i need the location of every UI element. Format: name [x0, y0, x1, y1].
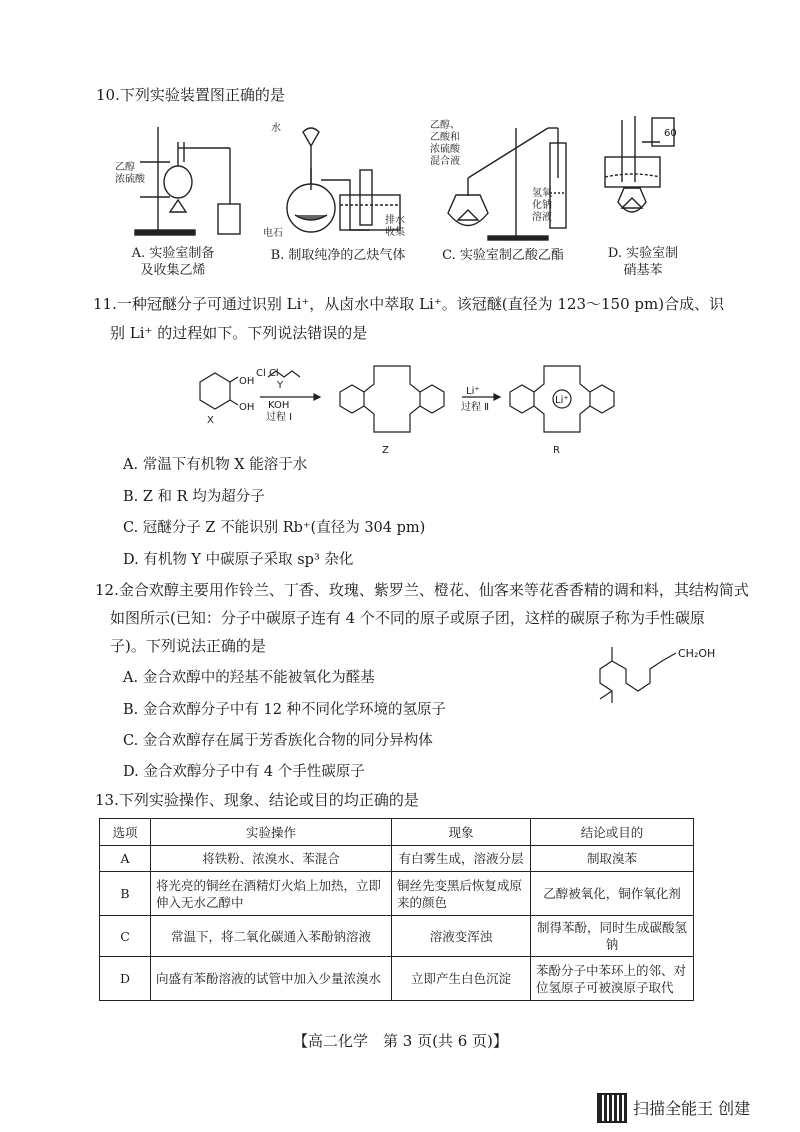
- q12-stem-line2: 如图所示(已知：分子中碳原子连有 4 个不同的原子或原子团，这样的碳原子称为手性碳原: [110, 609, 705, 627]
- label-c-sol1: 氢氧: [532, 188, 552, 199]
- label-r: R: [553, 445, 560, 456]
- label-b-collect2: 收集: [385, 227, 405, 238]
- label-reagent-cl: Cl Cl: [256, 368, 279, 379]
- label-x-oh2: OH: [239, 402, 255, 413]
- table-row: C 常温下，将二氧化碳通入苯酚钠溶液 溶液变浑浊 制得苯酚，同时生成碳酸氢钠: [100, 916, 694, 957]
- q12-stem-line3: 子)。下列说法正确的是: [110, 637, 266, 655]
- label-step1: 过程 Ⅰ: [266, 412, 293, 423]
- q11-stem-line1: 11.一种冠醚分子可通过识别 Li⁺，从卤水中萃取 Li⁺。该冠醚(直径为 123～150 pm)合成、识: [93, 295, 725, 313]
- q11-option-b: B. Z 和 R 均为超分子: [123, 489, 265, 505]
- label-z: Z: [382, 445, 389, 456]
- q11-stem-line2: 别 Li⁺ 的过程如下。下列说法错误的是: [110, 324, 368, 342]
- label-c-sol2: 化钠: [532, 200, 552, 211]
- label-a-ethanol: 乙醇: [115, 162, 135, 173]
- label-c-sol3: 溶液: [532, 212, 552, 223]
- q10-option-b: B. 制取纯净的乙炔气体: [270, 248, 406, 263]
- label-a-sulfuric: 浓硫酸: [115, 174, 145, 185]
- qr-code-icon: [597, 1093, 627, 1123]
- q12-stem-line1: 12.金合欢醇主要用作铃兰、丁香、玫瑰、紫罗兰、橙花、仙客来等花香香精的调和料，其结构简式: [95, 581, 749, 599]
- table-row: D 向盛有苯酚溶液的试管中加入少量浓溴水 立即产生白色沉淀 苯酚分子中苯环上的邻、对位氢原子可被溴原子取代: [100, 957, 694, 1001]
- q10-option-c: C. 实验室制乙酸乙酯: [442, 248, 564, 263]
- label-x-oh1: OH: [239, 376, 255, 387]
- label-b-collect1: 排水: [385, 215, 405, 226]
- q10-option-a: A. 实验室制备 及收集乙烯: [131, 246, 215, 278]
- scanner-watermark: 扫描全能王 创建: [633, 1099, 751, 1118]
- table-row: A 将铁粉、浓溴水、苯混合 有白雾生成，溶液分层 制取溴苯: [100, 846, 694, 872]
- label-x: X: [207, 415, 214, 426]
- label-li: Li⁺: [466, 386, 480, 397]
- q13-table: [99, 818, 694, 1001]
- header-phenomenon: 现象: [392, 819, 531, 846]
- q12-option-d: D. 金合欢醇分子中有 4 个手性碳原子: [123, 764, 365, 780]
- q12-option-b: B. 金合欢醇分子中有 12 种不同化学环境的氢原子: [123, 702, 447, 718]
- label-c-reagent4: 混合液: [430, 156, 460, 167]
- label-b-water: 水: [271, 123, 281, 134]
- q11-option-d: D. 有机物 Y 中碳原子采取 sp³ 杂化: [123, 552, 354, 568]
- label-koh: KOH: [268, 400, 290, 411]
- label-b-carbide: 电石: [263, 228, 283, 239]
- label-y: Y: [277, 380, 284, 391]
- q12-option-c: C. 金合欢醇存在属于芳香族化合物的同分异构体: [123, 733, 433, 749]
- farnesol-structure: [590, 635, 700, 705]
- table-header-row: [100, 819, 694, 846]
- label-d-temp: 60: [664, 128, 677, 139]
- label-step2: 过程 Ⅱ: [461, 402, 490, 413]
- q11-option-a: A. 常温下有机物 X 能溶于水: [123, 457, 308, 473]
- header-conclusion: 结论或目的: [531, 819, 694, 846]
- q13-stem: 13.下列实验操作、现象、结论或目的均正确的是: [95, 791, 419, 809]
- label-c-reagent2: 乙酸和: [430, 132, 460, 143]
- table-row: B 将光亮的铜丝在酒精灯火焰上加热，立即伸入无水乙醇中 铜丝先变黑后恢复成原来的颜色 乙醇被氧化，铜作氧化剂: [100, 872, 694, 916]
- q11-option-c: C. 冠醚分子 Z 不能识别 Rb⁺(直径为 304 pm): [123, 520, 426, 536]
- label-ch2oh: CH₂OH: [678, 647, 716, 660]
- page-footer: 【高二化学 第 3 页(共 6 页)】: [293, 1032, 508, 1050]
- q10-option-d: D. 实验室制 硝基苯: [607, 246, 679, 278]
- label-li-center: Li⁺: [555, 395, 569, 406]
- q12-option-a: A. 金合欢醇中的羟基不能被氧化为醛基: [123, 670, 375, 686]
- header-option: 选项: [100, 819, 151, 846]
- label-c-reagent1: 乙醇、: [430, 120, 460, 131]
- label-c-reagent3: 浓硫酸: [430, 144, 460, 155]
- header-operation: 实验操作: [151, 819, 392, 846]
- q10-stem: 10.下列实验装置图正确的是: [96, 86, 285, 104]
